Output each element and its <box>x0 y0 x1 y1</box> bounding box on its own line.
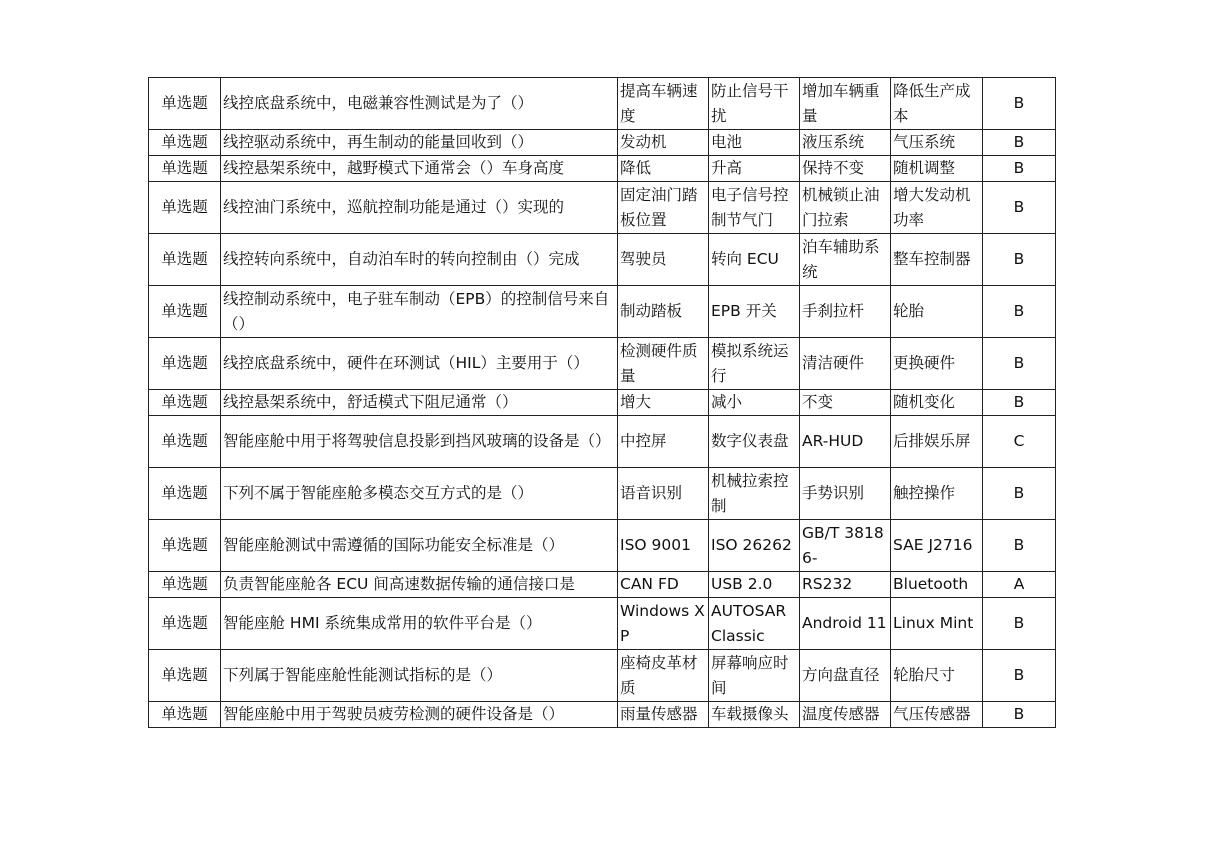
option-a-cell: 检测硬件质量 <box>618 338 709 390</box>
question-text-cell: 智能座舱中用于将驾驶信息投影到挡风玻璃的设备是（） <box>221 416 618 468</box>
option-c-cell: 机械锁止油门拉索 <box>800 182 891 234</box>
option-d-cell: 增大发动机功率 <box>891 182 983 234</box>
table-row <box>149 650 1056 702</box>
option-b-cell: ISO 26262 <box>709 520 800 572</box>
question-table <box>148 77 1056 728</box>
question-type-cell: 单选题 <box>149 338 221 390</box>
answer-cell: B <box>983 702 1056 728</box>
question-text-cell: 线控驱动系统中，再生制动的能量回收到（） <box>221 130 618 156</box>
option-d-cell: 更换硬件 <box>891 338 983 390</box>
table-row <box>149 286 1056 338</box>
answer-cell: B <box>983 156 1056 182</box>
option-a-cell: 发动机 <box>618 130 709 156</box>
option-d-cell: 气压系统 <box>891 130 983 156</box>
option-a-cell: 增大 <box>618 390 709 416</box>
option-b-cell: 电池 <box>709 130 800 156</box>
option-b-cell: 模拟系统运行 <box>709 338 800 390</box>
option-d-cell: SAE J2716 <box>891 520 983 572</box>
question-text-cell: 智能座舱中用于驾驶员疲劳检测的硬件设备是（） <box>221 702 618 728</box>
answer-cell: B <box>983 130 1056 156</box>
option-d-cell: 轮胎尺寸 <box>891 650 983 702</box>
option-d-cell: 随机变化 <box>891 390 983 416</box>
option-b-cell: EPB 开关 <box>709 286 800 338</box>
option-b-cell: 升高 <box>709 156 800 182</box>
table-row <box>149 234 1056 286</box>
question-type-cell: 单选题 <box>149 182 221 234</box>
question-text-cell: 线控转向系统中，自动泊车时的转向控制由（）完成 <box>221 234 618 286</box>
option-d-cell: 降低生产成本 <box>891 78 983 130</box>
question-text-cell: 线控底盘系统中，硬件在环测试（HIL）主要用于（） <box>221 338 618 390</box>
option-b-cell: 车载摄像头 <box>709 702 800 728</box>
option-d-cell: 后排娱乐屏 <box>891 416 983 468</box>
option-b-cell: 数字仪表盘 <box>709 416 800 468</box>
option-b-cell: AUTOSAR Classic <box>709 598 800 650</box>
option-a-cell: CAN FD <box>618 572 709 598</box>
table-row <box>149 416 1056 468</box>
answer-cell: B <box>983 182 1056 234</box>
table-row <box>149 702 1056 728</box>
option-b-cell: 减小 <box>709 390 800 416</box>
option-a-cell: 驾驶员 <box>618 234 709 286</box>
option-d-cell: 气压传感器 <box>891 702 983 728</box>
question-text-cell: 下列不属于智能座舱多模态交互方式的是（） <box>221 468 618 520</box>
question-text-cell: 线控油门系统中，巡航控制功能是通过（）实现的 <box>221 182 618 234</box>
table-row <box>149 520 1056 572</box>
table-row <box>149 572 1056 598</box>
option-a-cell: 制动踏板 <box>618 286 709 338</box>
option-a-cell: 固定油门踏板位置 <box>618 182 709 234</box>
question-type-cell: 单选题 <box>149 286 221 338</box>
option-d-cell: 触控操作 <box>891 468 983 520</box>
question-text-cell: 线控悬架系统中，越野模式下通常会（）车身高度 <box>221 156 618 182</box>
question-text-cell: 负责智能座舱各 ECU 间高速数据传输的通信接口是 <box>221 572 618 598</box>
question-type-cell: 单选题 <box>149 390 221 416</box>
answer-cell: B <box>983 520 1056 572</box>
table-row <box>149 130 1056 156</box>
option-c-cell: GB/T 38186- <box>800 520 891 572</box>
table-row <box>149 156 1056 182</box>
option-d-cell: Bluetooth <box>891 572 983 598</box>
option-b-cell: 电子信号控制节气门 <box>709 182 800 234</box>
table-row <box>149 78 1056 130</box>
answer-cell: A <box>983 572 1056 598</box>
option-c-cell: 手刹拉杆 <box>800 286 891 338</box>
option-a-cell: ISO 9001 <box>618 520 709 572</box>
question-text-cell: 线控底盘系统中，电磁兼容性测试是为了（） <box>221 78 618 130</box>
option-c-cell: 温度传感器 <box>800 702 891 728</box>
question-type-cell: 单选题 <box>149 702 221 728</box>
option-c-cell: 不变 <box>800 390 891 416</box>
option-d-cell: Linux Mint <box>891 598 983 650</box>
question-type-cell: 单选题 <box>149 130 221 156</box>
answer-cell: B <box>983 78 1056 130</box>
question-text-cell: 智能座舱 HMI 系统集成常用的软件平台是（） <box>221 598 618 650</box>
option-a-cell: 降低 <box>618 156 709 182</box>
question-type-cell: 单选题 <box>149 468 221 520</box>
question-type-cell: 单选题 <box>149 156 221 182</box>
option-b-cell: 转向 ECU <box>709 234 800 286</box>
option-d-cell: 随机调整 <box>891 156 983 182</box>
table-row <box>149 468 1056 520</box>
option-a-cell: Windows XP <box>618 598 709 650</box>
answer-cell: B <box>983 650 1056 702</box>
question-table-body <box>149 78 1056 728</box>
table-row <box>149 338 1056 390</box>
question-text-cell: 智能座舱测试中需遵循的国际功能安全标准是（） <box>221 520 618 572</box>
table-row <box>149 390 1056 416</box>
option-c-cell: 增加车辆重量 <box>800 78 891 130</box>
question-text-cell: 下列属于智能座舱性能测试指标的是（） <box>221 650 618 702</box>
option-c-cell: AR-HUD <box>800 416 891 468</box>
option-c-cell: 保持不变 <box>800 156 891 182</box>
answer-cell: B <box>983 286 1056 338</box>
table-row <box>149 182 1056 234</box>
question-type-cell: 单选题 <box>149 650 221 702</box>
option-b-cell: 防止信号干扰 <box>709 78 800 130</box>
question-type-cell: 单选题 <box>149 416 221 468</box>
question-type-cell: 单选题 <box>149 598 221 650</box>
answer-cell: C <box>983 416 1056 468</box>
question-type-cell: 单选题 <box>149 234 221 286</box>
option-a-cell: 座椅皮革材质 <box>618 650 709 702</box>
option-c-cell: Android 11 <box>800 598 891 650</box>
question-type-cell: 单选题 <box>149 520 221 572</box>
option-b-cell: 屏幕响应时间 <box>709 650 800 702</box>
option-b-cell: USB 2.0 <box>709 572 800 598</box>
answer-cell: B <box>983 338 1056 390</box>
option-a-cell: 语音识别 <box>618 468 709 520</box>
option-a-cell: 提高车辆速度 <box>618 78 709 130</box>
option-c-cell: 泊车辅助系统 <box>800 234 891 286</box>
answer-cell: B <box>983 468 1056 520</box>
option-c-cell: 液压系统 <box>800 130 891 156</box>
answer-cell: B <box>983 234 1056 286</box>
option-b-cell: 机械拉索控制 <box>709 468 800 520</box>
option-d-cell: 轮胎 <box>891 286 983 338</box>
question-type-cell: 单选题 <box>149 572 221 598</box>
question-text-cell: 线控制动系统中，电子驻车制动（EPB）的控制信号来自（） <box>221 286 618 338</box>
option-c-cell: 方向盘直径 <box>800 650 891 702</box>
option-a-cell: 雨量传感器 <box>618 702 709 728</box>
option-a-cell: 中控屏 <box>618 416 709 468</box>
question-text-cell: 线控悬架系统中，舒适模式下阻尼通常（） <box>221 390 618 416</box>
answer-cell: B <box>983 390 1056 416</box>
table-row <box>149 598 1056 650</box>
option-c-cell: RS232 <box>800 572 891 598</box>
question-type-cell: 单选题 <box>149 78 221 130</box>
answer-cell: B <box>983 598 1056 650</box>
option-c-cell: 清洁硬件 <box>800 338 891 390</box>
option-d-cell: 整车控制器 <box>891 234 983 286</box>
option-c-cell: 手势识别 <box>800 468 891 520</box>
